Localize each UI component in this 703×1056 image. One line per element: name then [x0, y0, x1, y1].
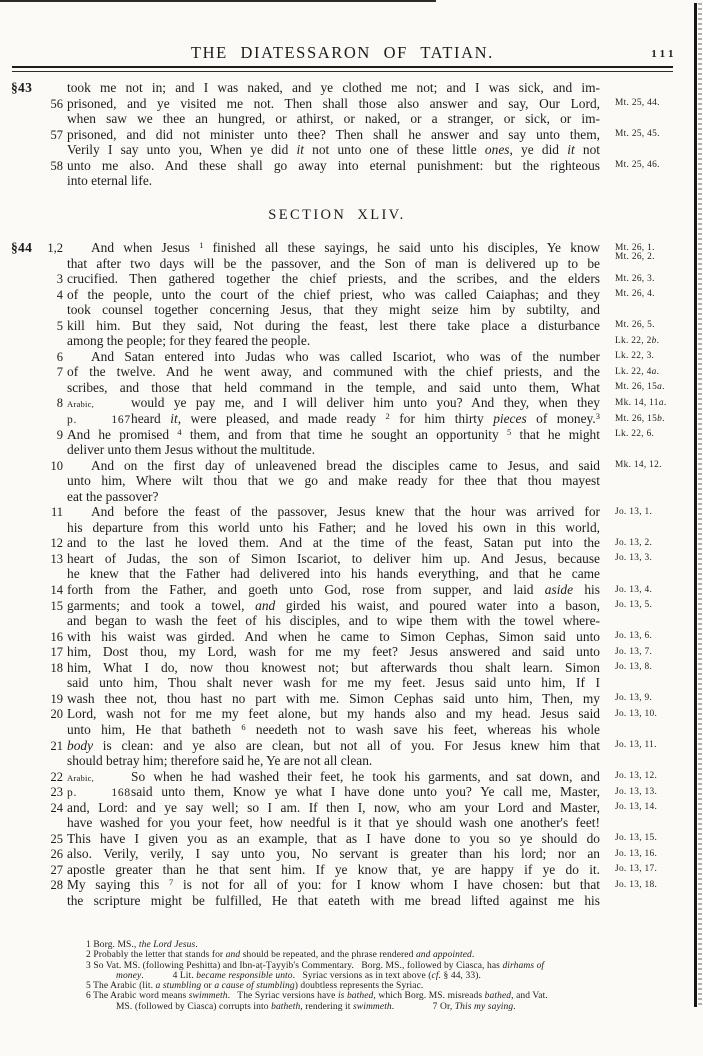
verse-number: 23: [50, 785, 63, 800]
margin-reference-cell: [606, 158, 703, 174]
page-title: THE DIATESSARON OF TATIAN.: [190, 43, 494, 62]
footnote-line: 2 Probably the letter that stands for and should be repeated, and the phrase rendered and appointed.: [86, 950, 475, 961]
verse-number-cell: [0, 395, 63, 411]
verse-number: 10: [50, 458, 63, 473]
text-line: [0, 349, 703, 365]
margin-reference: Jo. 13, 7.: [615, 646, 653, 657]
text-line: [0, 520, 703, 536]
text-line: [0, 644, 703, 660]
verse-text: deliver unto them Jesus without the multitude.: [67, 442, 316, 458]
text-line: [0, 846, 703, 862]
text-line: [0, 318, 703, 334]
margin-reference-cell: [606, 877, 703, 893]
margin-reference-cell: [606, 427, 703, 443]
text-line: [0, 629, 703, 645]
verse-number-cell: [0, 769, 63, 785]
margin-reference-cell: [606, 127, 703, 143]
text-line: [0, 877, 703, 893]
verse-number-cell: [0, 613, 63, 629]
verse-number-cell: [0, 96, 63, 112]
margin-reference: Jo. 13, 14.: [615, 802, 658, 813]
header-rule: [12, 66, 673, 72]
verse-number-cell: [0, 566, 63, 582]
footnote-line: 3 So Vat. MS. (following Peshitta) and Ibn-aṭ-Ṭayyib's Commentary. Borg. MS., followed by Ciasca, has dirhams of: [86, 960, 545, 971]
margin-reference-cell: [606, 831, 703, 847]
text-line: [0, 535, 703, 551]
margin-reference: Jo. 13, 11.: [615, 740, 657, 750]
margin-reference-cell: [606, 240, 703, 263]
verse-number-cell: [0, 598, 63, 614]
text-line: [0, 753, 703, 769]
margin-reference-cell: [606, 691, 703, 707]
verse-number-cell: [0, 411, 63, 427]
verse-number: 5: [56, 318, 63, 333]
text-line: [0, 831, 703, 847]
text-line: [0, 142, 703, 158]
verse-text: he knew that the Father had delivered into his hands everything, and that he came: [67, 566, 600, 582]
margin-reference-cell: [606, 551, 703, 567]
verse-text: garments; and took a towel, and girded his waist, and poured water into a bason,: [67, 597, 600, 613]
verse-text: said unto him, Thou shalt never wash for me my feet. Jesus said unto him, If I: [67, 675, 600, 691]
text-line: [0, 551, 703, 567]
text-line: [0, 427, 703, 443]
verse-number: 14: [50, 583, 63, 598]
verse-text: forth from the Father, and goeth unto God, rose from supper, and laid aside his: [67, 582, 600, 598]
verse-text: p. 167heard it, were pleased, and made ready $^2$ for him thirty pieces of money.$^3$: [63, 411, 606, 427]
margin-reference-cell: [606, 660, 703, 676]
verse-text: also. Verily, verily, I say unto you, No servant is greater than his lord; nor an: [67, 846, 600, 862]
margin-reference-cell: [606, 142, 703, 158]
verse-text: kill him. But they said, Not during the feast, lest there take place a disturbance: [67, 317, 600, 333]
text-line: [0, 722, 703, 738]
margin-reference: Lk. 22, 2b.: [615, 335, 660, 346]
verse-number-cell: [0, 364, 63, 380]
verse-number-cell: [0, 287, 63, 303]
verse-number-cell: [0, 80, 63, 96]
verse-number-cell: [0, 706, 63, 722]
section-number: §43: [11, 80, 33, 95]
margin-reference-cell: [606, 349, 703, 365]
verse-number: 18: [50, 660, 63, 675]
verse-number-cell: [0, 158, 63, 174]
verse-text: and, Lord: and ye say well; so I am. If then I, now, who am your Lord and Master,: [67, 799, 600, 815]
verse-number: 25: [50, 831, 63, 846]
margin-reference-cell: [606, 769, 703, 785]
footnote-line: MS. (followed by Ciasca) corrupts into batheth, rendering it swimmeth. 7 Or, This my saying.: [116, 1001, 516, 1012]
margin-reference-cell: [606, 629, 703, 645]
margin-reference-cell: [606, 862, 703, 878]
text-line: [0, 80, 703, 96]
verse-number-cell: [0, 489, 63, 505]
margin-reference: Mt. 26, 15b.: [615, 413, 665, 424]
text-line: [0, 473, 703, 489]
verse-number: 8: [56, 396, 63, 411]
margin-reference: Mt. 26, 4.: [615, 289, 655, 300]
verse-number-cell: [0, 629, 63, 645]
text-line: [0, 256, 703, 272]
text-line: [0, 380, 703, 396]
margin-reference: Mt. 26, 1.: [615, 242, 655, 253]
verse-text: the scripture might be fulfilled, He that eateth with me bread lifted against me his: [67, 892, 600, 908]
margin-reference-cell: [606, 333, 703, 349]
verse-text: And Satan entered into Judas who was called Iscariot, who was of the number: [91, 348, 600, 364]
margin-annotation-page: p. 167: [67, 414, 131, 427]
verse-number-cell: [0, 240, 63, 256]
verse-text: him, What I do, now thou knowest not; but afterwards thou shalt learn. Simon: [67, 659, 600, 675]
verse-number-cell: [0, 722, 63, 738]
text-line: [0, 691, 703, 707]
text-line: [0, 675, 703, 691]
margin-reference-cell: [606, 80, 703, 96]
verse-text: of the twelve. And he went away, and communed with the chief priests, and the: [67, 364, 600, 380]
verse-number-cell: [0, 333, 63, 349]
verse-number: 4: [56, 287, 63, 302]
text-line: [0, 706, 703, 722]
margin-reference-cell: [606, 722, 703, 738]
verse-text: And on the first day of unleavened bread the disciples came to Jesus, and said: [91, 457, 600, 473]
verse-text: when saw we thee an hungred, or athirst, or naked, or a stranger, or sick, or im-: [67, 111, 600, 127]
margin-reference-cell: [606, 489, 703, 505]
text-line: [0, 504, 703, 520]
margin-reference: Jo. 13, 4.: [615, 584, 653, 595]
verse-number-cell: [0, 473, 63, 489]
verse-number: 26: [50, 847, 63, 862]
margin-annotation-arabic: Arabic,: [67, 772, 94, 783]
verse-text: And before the feast of the passover, Jesus knew that the hour was arrived for: [91, 504, 600, 520]
verse-number: 6: [56, 349, 63, 364]
verse-number-cell: [0, 675, 63, 691]
running-header: [0, 43, 703, 63]
verse-text: that after two days will be the passover, and the Son of man is delivered up to be: [67, 255, 600, 271]
verse-number-cell: [0, 691, 63, 707]
margin-reference: Jo. 13, 10.: [615, 708, 658, 719]
margin-reference: Mt. 26, 3.: [615, 273, 655, 284]
text-line: [0, 173, 703, 189]
margin-reference-cell: [606, 395, 703, 411]
margin-reference: Jo. 13, 15.: [615, 833, 658, 844]
margin-reference: Jo. 13, 8.: [615, 662, 653, 673]
text-line: [0, 333, 703, 349]
section-number: §44: [11, 240, 33, 255]
margin-reference: Jo. 13, 9.: [615, 693, 653, 704]
margin-reference-cell: [606, 846, 703, 862]
margin-annotation-arabic: Arabic,: [67, 399, 94, 410]
margin-reference-cell: [606, 380, 703, 396]
verse-number-cell: [0, 111, 63, 127]
text-line: [0, 158, 703, 174]
verse-text: My saying this $^7$ is not for all of you: for I know whom I have chosen: but that: [67, 877, 600, 893]
verse-text: prisoned, and did not minister unto thee? Then shall he answer and say unto them,: [67, 126, 600, 142]
margin-reference-cell: [606, 364, 703, 380]
text-line: [0, 458, 703, 474]
margin-reference: Jo. 13, 12.: [615, 771, 658, 782]
verse-number-cell: [0, 271, 63, 287]
text-line: [0, 862, 703, 878]
verse-text: crucified. Then gathered together the chief priests, and the scribes, and the elders: [67, 271, 600, 287]
text-line: [0, 598, 703, 614]
text-line: [0, 582, 703, 598]
verse-text: among the people; for they feared the people.: [67, 333, 311, 349]
verse-number: 19: [50, 691, 63, 706]
verse-number-cell: [0, 862, 63, 878]
verse-text: And when Jesus $^1$ finished all these sayings, he said unto his disciples, Ye know: [91, 240, 601, 255]
margin-reference: Lk. 22, 4a.: [615, 366, 660, 377]
verse-number-cell: [0, 302, 63, 318]
verse-text: p. 168said unto them, Know ye what I have done unto you? Ye call me, Master,: [63, 784, 606, 800]
margin-annotation-page: p. 168: [67, 787, 131, 800]
margin-reference-cell: [606, 96, 703, 112]
margin-reference-cell: [606, 411, 703, 427]
text-line: [0, 800, 703, 816]
margin-reference: Jo. 13, 18.: [615, 879, 658, 890]
margin-reference-cell: [606, 582, 703, 598]
margin-reference-cell: [606, 256, 703, 272]
margin-reference: Mt. 25, 45.: [615, 129, 660, 140]
footnote-line: 6 The Arabic word means swimmeth. The Syriac versions have is bathed, which Borg. MS. misreads bathed, and Vat.: [86, 991, 548, 1002]
verse-number: 58: [50, 158, 63, 173]
verse-text: And he promised $^4$ them, and from that time he sought an opportunity $^5$ that he might: [67, 426, 600, 442]
text-line: [0, 815, 703, 831]
verse-number-cell: [0, 784, 63, 800]
margin-reference-cell: [606, 271, 703, 287]
margin-reference-cell: [606, 613, 703, 629]
verse-number-cell: [0, 877, 63, 893]
verse-number: 20: [50, 707, 63, 722]
verse-number: 12: [50, 536, 63, 551]
verse-number: 15: [50, 598, 63, 613]
margin-reference-cell: [606, 753, 703, 769]
text-line: [0, 738, 703, 754]
text-line: [0, 395, 703, 411]
verse-number: 11: [50, 505, 63, 520]
verse-text: and to the last he loved them. And at the time of the feast, Satan put into the: [67, 535, 600, 551]
verse-number: 24: [50, 800, 63, 815]
verse-number-cell: [0, 504, 63, 520]
verse-number-cell: [0, 582, 63, 598]
verse-text: Arabic, would ye pay me, and I will deliver him unto you? And they, when they: [63, 395, 606, 411]
text-line: [0, 489, 703, 505]
verse-number-cell: [0, 831, 63, 847]
verse-text: heart of Judas, the son of Simon Iscariot, to deliver him up. And Jesus, because: [67, 550, 600, 566]
verse-number-cell: [0, 318, 63, 334]
margin-reference-cell: [606, 287, 703, 303]
verse-number-cell: [0, 349, 63, 365]
verse-number: 16: [50, 629, 63, 644]
margin-reference: Jo. 13, 5.: [615, 600, 653, 611]
verse-number-cell: [0, 535, 63, 551]
verse-number-cell: [0, 127, 63, 143]
margin-reference-cell: [606, 566, 703, 582]
verse-text: scribes, and those that held command in the temple, and said unto them, What: [67, 379, 600, 395]
text-line: [0, 784, 703, 800]
margin-reference-cell: [606, 535, 703, 551]
verse-text: and began to wash the feet of his disciples, and to wipe them with the towel where-: [67, 613, 600, 629]
verse-text: prisoned, and ye visited me not. Then shall those also answer and say, Our Lord,: [67, 95, 600, 111]
margin-reference-cell: [606, 111, 703, 127]
margin-reference: Mt. 25, 44.: [615, 98, 660, 109]
margin-reference-cell: [606, 458, 703, 474]
verse-number-cell: [0, 660, 63, 676]
margin-reference-cell: [606, 675, 703, 691]
verse-text: should betray him; therefore said he, Ye are not all clean.: [67, 753, 373, 769]
text-line: [0, 271, 703, 287]
verse-text: This have I given you as an example, that as I have done to you so ye should do: [67, 830, 600, 846]
text-line: [0, 442, 703, 458]
verse-number: 13: [50, 551, 63, 566]
margin-reference-cell: [606, 302, 703, 318]
verse-number-cell: [0, 644, 63, 660]
verse-text: unto him, He that batheth $^6$ needeth not to wash save his feet, whereas his whole: [67, 721, 600, 737]
verse-number-cell: [0, 815, 63, 831]
footnote-line: 5 The Arabic (lit. a stumbling or a cause of stumbling) doubtless represents the Syriac.: [86, 981, 424, 992]
verse-text: into eternal life.: [67, 173, 153, 189]
verse-number-cell: [0, 256, 63, 272]
verse-text: Verily I say unto you, When ye did it not unto one of these little ones, ye did it not: [67, 142, 600, 158]
verse-text: took counsel together concerning Jesus, that they might seize him by subtilty, and: [67, 302, 600, 318]
verse-number: 21: [50, 738, 63, 753]
text-block-section-43: [0, 80, 703, 189]
text-block-section-44: [0, 240, 703, 909]
verse-number-cell: [0, 551, 63, 567]
margin-reference: Jo. 13, 17.: [615, 864, 658, 875]
margin-reference-cell: [606, 815, 703, 831]
margin-reference: Mt. 26, 15a.: [615, 382, 665, 393]
text-line: [0, 96, 703, 112]
verse-text: have washed for you your feet, how needful is it that ye should wash one another's feet!: [67, 815, 600, 831]
footnotes: [86, 940, 654, 1012]
verse-number: 1,2: [47, 241, 63, 255]
text-line: [0, 302, 703, 318]
text-line: [0, 127, 703, 143]
margin-reference: Lk. 22, 6.: [615, 429, 655, 440]
margin-reference-cell: [606, 598, 703, 614]
margin-reference: Mk. 14, 12.: [615, 460, 662, 471]
verse-number-cell: [0, 800, 63, 816]
margin-reference: Mk. 14, 11a.: [615, 397, 667, 408]
margin-reference: Mt. 26, 2.: [615, 252, 655, 263]
verse-number: 28: [50, 878, 63, 893]
text-line: [0, 893, 703, 909]
margin-reference: Jo. 13, 1.: [615, 506, 653, 517]
verse-text: him, Dost thou, my Lord, wash for me my feet? Jesus answered and said unto: [67, 644, 600, 660]
verse-number-cell: [0, 380, 63, 396]
footnote-line: 1 Borg. MS., the Lord Jesus.: [86, 940, 198, 950]
margin-reference-cell: [606, 473, 703, 489]
text-line: [0, 660, 703, 676]
verse-text: body is clean: and ye also are clean, but not all of you. For Jesus knew him that: [67, 737, 600, 753]
margin-reference-cell: [606, 784, 703, 800]
margin-reference-cell: [606, 173, 703, 189]
margin-reference: Mt. 25, 46.: [615, 160, 660, 171]
verse-number-cell: [0, 142, 63, 158]
verse-number-cell: [0, 738, 63, 754]
margin-reference-cell: [606, 706, 703, 722]
text-line: [0, 566, 703, 582]
margin-reference-cell: [606, 644, 703, 660]
verse-text: wash thee not, thou hast no part with me. Simon Cephas said unto him, Then, my: [67, 690, 600, 706]
margin-reference: Mt. 26, 5.: [615, 320, 655, 331]
verse-text: unto me also. And these shall go away into eternal punishment: but the righteous: [67, 157, 600, 173]
verse-number-cell: [0, 893, 63, 909]
text-line: [0, 364, 703, 380]
verse-text: his departure from this world unto his Father; and he loved his own in this world,: [67, 519, 600, 535]
verse-text: Lord, wash not for me my feet alone, but my hands also and my head. Jesus said: [67, 706, 600, 722]
verse-text: unto him, Where wilt thou that we go and make ready for thee that thou mayest: [67, 473, 600, 489]
margin-reference: Jo. 13, 13.: [615, 786, 658, 797]
margin-reference-cell: [606, 504, 703, 520]
page-number: 111: [651, 48, 677, 60]
margin-reference-cell: [606, 520, 703, 536]
text-line: [0, 111, 703, 127]
text-line: [0, 613, 703, 629]
verse-number: 27: [50, 862, 63, 877]
footnote-line: money. 4 Lit. became responsible unto. Syriac versions as in text above (cf. § 44, 33).: [116, 970, 481, 981]
verse-number-cell: [0, 442, 63, 458]
verse-text: Arabic, So when he had washed their feet, he took his garments, and sat down, and: [63, 769, 606, 785]
verse-number-cell: [0, 427, 63, 443]
margin-reference: Jo. 13, 6.: [615, 631, 653, 642]
verse-number-cell: [0, 753, 63, 769]
margin-reference: Lk. 22, 3.: [615, 351, 655, 362]
verse-text: apostle greater than he that sent him. If ye know that, ye are happy if ye do it.: [67, 861, 600, 877]
verse-text: with his waist was girded. And when he came to Simon Cephas, Simon said unto: [67, 628, 600, 644]
text-line: [0, 287, 703, 303]
margin-reference: Jo. 13, 2.: [615, 537, 653, 548]
verse-number: 56: [50, 96, 63, 111]
verse-number-cell: [0, 173, 63, 189]
verse-number: 7: [56, 365, 63, 380]
verse-number: 57: [50, 127, 63, 142]
verse-text: took me not in; and I was naked, and ye clothed me not; and I was sick, and im-: [67, 80, 600, 95]
verse-number: 22: [50, 769, 63, 784]
text-line: [0, 411, 703, 427]
margin-reference-cell: [606, 738, 703, 754]
margin-reference-cell: [606, 893, 703, 909]
verse-number: 3: [56, 272, 63, 287]
margin-reference: Jo. 13, 3.: [615, 553, 653, 564]
margin-reference-cell: [606, 800, 703, 816]
verse-text: eat the passover?: [67, 488, 159, 504]
verse-number-cell: [0, 458, 63, 474]
verse-number-cell: [0, 846, 63, 862]
verse-number: 9: [56, 427, 63, 442]
margin-reference-cell: [606, 442, 703, 458]
section-heading: SECTION XLIV.: [268, 207, 406, 223]
margin-reference: Jo. 13, 16.: [615, 848, 658, 859]
margin-reference-cell: [606, 318, 703, 334]
verse-number: 17: [50, 645, 63, 660]
verse-text: of the people, unto the court of the chief priest, who was called Caiaphas; and they: [67, 286, 600, 302]
scan-edge-top: [0, 0, 436, 2]
verse-number-cell: [0, 520, 63, 536]
text-line: [0, 769, 703, 785]
